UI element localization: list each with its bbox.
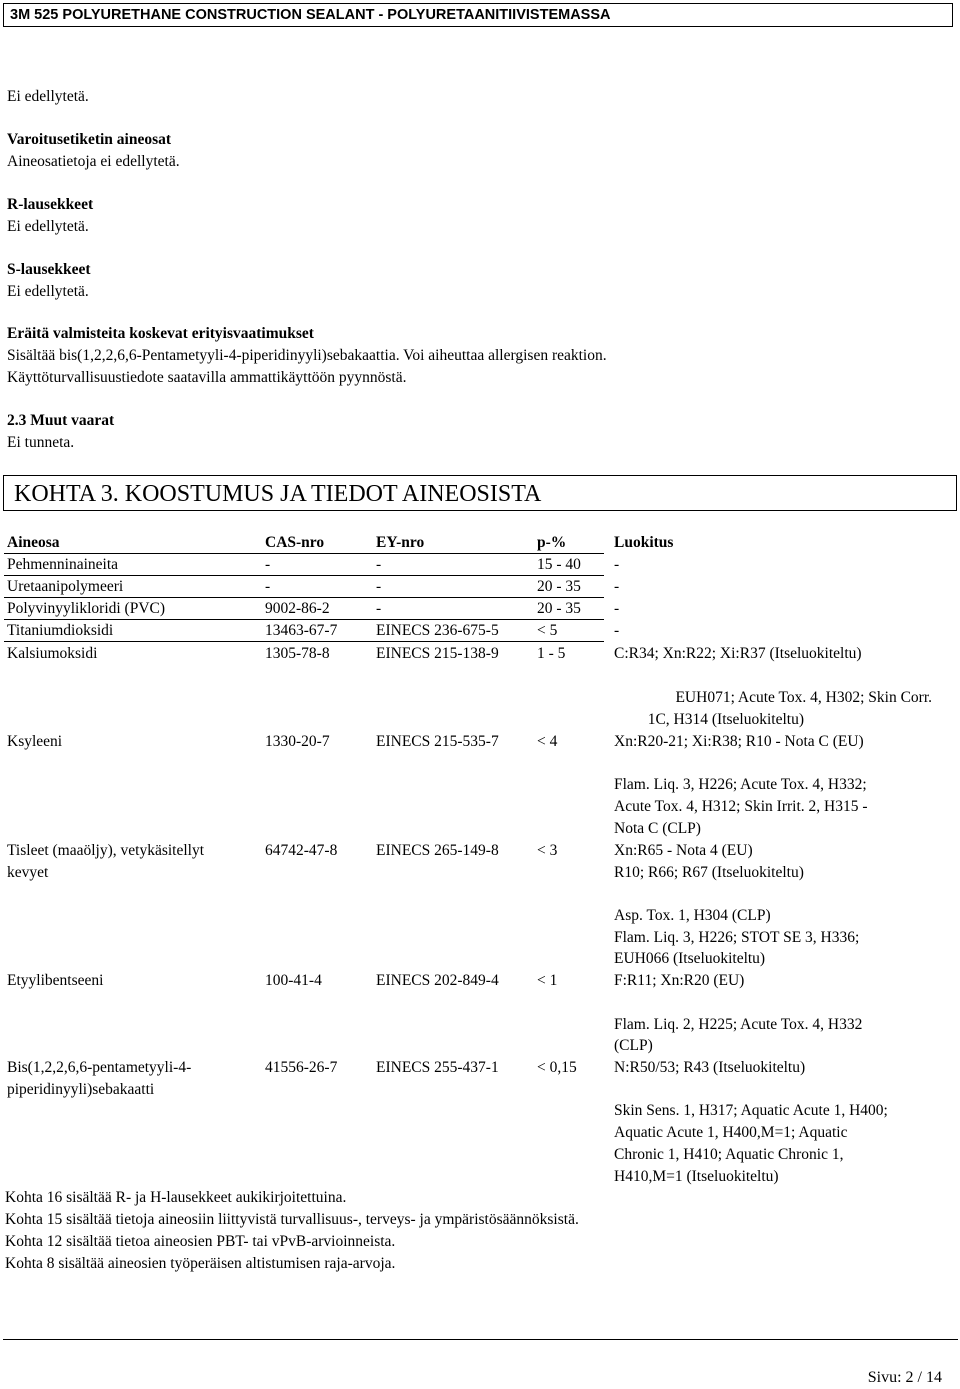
classification-clp: EUH066 (Itseluokiteltu) — [614, 950, 766, 967]
note-line: Kohta 12 sisältää tietoa aineosien PBT- tai vPvB-arvioinneista. — [5, 1233, 396, 1250]
special-requirements-line-2: Käyttöturvallisuustiedote saatavilla ammattikäyttöön pyynnöstä. — [7, 369, 407, 386]
ingredient-name: Polyvinyylikloridi (PVC) — [7, 600, 166, 617]
cas-number: 64742-47-8 — [265, 842, 338, 859]
ingredient-name: Ksyleeni — [7, 733, 63, 750]
classification-clp: Asp. Tox. 1, H304 (CLP) — [614, 907, 771, 924]
table-divider — [4, 641, 604, 642]
ingredient-name-line-2: kevyet — [7, 864, 49, 881]
note-line: Kohta 8 sisältää aineosien työperäisen altistumisen raja-arvoja. — [5, 1255, 396, 1272]
ec-number: EINECS 215-138-9 — [376, 645, 499, 662]
cas-number: - — [265, 578, 271, 595]
classification: - — [614, 600, 620, 617]
footer-divider — [3, 1339, 958, 1340]
percent-range: < 3 — [537, 842, 558, 859]
classification: F:R11; Xn:R20 (EU) — [614, 972, 745, 989]
classification: - — [614, 556, 620, 573]
classification: - — [614, 622, 620, 639]
cas-number: 100-41-4 — [265, 972, 322, 989]
classification-clp: Flam. Liq. 2, H225; Acute Tox. 4, H332 — [614, 1016, 863, 1033]
header-cas: CAS-nro — [265, 534, 325, 551]
percent-range: < 5 — [537, 622, 558, 639]
percent-range: < 1 — [537, 972, 558, 989]
ingredient-name: Bis(1,2,2,6,6-pentametyyli-4- — [7, 1059, 192, 1076]
document-title: 3M 525 POLYURETHANE CONSTRUCTION SEALANT - POLYURETAANITIIVISTEMASSA — [10, 7, 611, 23]
ingredient-name: Pehmenninaineita — [7, 556, 119, 573]
percent-range: < 0,15 — [537, 1059, 577, 1076]
cas-number: - — [265, 556, 271, 573]
classification: Xn:R65 - Nota 4 (EU) — [614, 842, 753, 859]
cas-number: 1305-78-8 — [265, 645, 330, 662]
classification-clp: 1C, H314 (Itseluokiteltu) — [647, 711, 804, 728]
classification-clp: Flam. Liq. 3, H226; Acute Tox. 4, H332; — [614, 776, 867, 793]
classification-clp: Skin Sens. 1, H317; Aquatic Acute 1, H400; — [614, 1102, 888, 1119]
percent-range: 20 - 35 — [537, 600, 581, 617]
classification-clp: EUH071; Acute Tox. 4, H302; Skin Corr. — [675, 689, 932, 706]
classification: C:R34; Xn:R22; Xi:R37 (Itseluokiteltu) — [614, 645, 862, 662]
ec-number: EINECS 215-535-7 — [376, 733, 499, 750]
intro-text: Ei edellytetä. — [7, 88, 89, 105]
percent-range: 1 - 5 — [537, 645, 566, 662]
classification-line-2: R10; R66; R67 (Itseluokiteltu) — [614, 864, 804, 881]
special-requirements-line-1: Sisältää bis(1,2,2,6,6-Pentametyyli-4-piperidinyyli)sebakaattia. Voi aiheuttaa allergisen reaktion. — [7, 347, 607, 364]
classification-clp: Nota C (CLP) — [614, 820, 701, 837]
label-components: Varoitusetiketin aineosat — [7, 131, 172, 148]
note-line: Kohta 16 sisältää R- ja H-lausekkeet aukikirjoitettuina. — [5, 1189, 347, 1206]
label-s-phrases: S-lausekkeet — [7, 261, 91, 278]
ec-number: - — [376, 556, 382, 573]
classification-clp: Aquatic Acute 1, H400,M=1; Aquatic — [614, 1124, 848, 1141]
components-text: Aineosatietoja ei edellytetä. — [7, 153, 180, 170]
label-r-phrases: R-lausekkeet — [7, 196, 94, 213]
percent-range: < 4 — [537, 733, 558, 750]
percent-range: 15 - 40 — [537, 556, 581, 573]
ec-number: EINECS 202-849-4 — [376, 972, 499, 989]
header-ingredient: Aineosa — [7, 534, 60, 551]
classification: - — [614, 578, 620, 595]
section-title: KOHTA 3. KOOSTUMUS JA TIEDOT AINEOSISTA — [14, 481, 542, 507]
classification: Xn:R20-21; Xi:R38; R10 - Nota C (EU) — [614, 733, 864, 750]
other-hazards-text: Ei tunneta. — [7, 434, 75, 451]
ec-number: - — [376, 600, 382, 617]
ingredient-name: Tisleet (maaöljy), vetykäsitellyt — [7, 842, 205, 859]
ec-number: EINECS 265-149-8 — [376, 842, 499, 859]
document-header — [3, 3, 953, 27]
s-phrases-text: Ei edellytetä. — [7, 283, 89, 300]
section-header — [3, 475, 957, 511]
classification-clp: Acute Tox. 4, H312; Skin Irrit. 2, H315 - — [614, 798, 868, 815]
label-special-requirements: Eräitä valmisteita koskevat erityisvaatimukset — [7, 325, 314, 342]
ec-number: - — [376, 578, 382, 595]
ingredient-name: Titaniumdioksidi — [7, 622, 114, 639]
ingredient-name-line-2: piperidinyyli)sebakaatti — [7, 1081, 155, 1098]
ec-number: EINECS 255-437-1 — [376, 1059, 499, 1076]
ec-number: EINECS 236-675-5 — [376, 622, 499, 639]
r-phrases-text: Ei edellytetä. — [7, 218, 89, 235]
cas-number: 1330-20-7 — [265, 733, 330, 750]
percent-range: 20 - 35 — [537, 578, 581, 595]
cas-number: 9002-86-2 — [265, 600, 330, 617]
cas-number: 13463-67-7 — [265, 622, 338, 639]
ingredient-name: Uretaanipolymeeri — [7, 578, 124, 595]
ingredient-name: Etyylibentseeni — [7, 972, 104, 989]
classification-clp: Flam. Liq. 3, H226; STOT SE 3, H336; — [614, 929, 860, 946]
classification-clp: H410,M=1 (Itseluokiteltu) — [614, 1168, 779, 1185]
ingredient-name: Kalsiumoksidi — [7, 645, 98, 662]
header-ec: EY-nro — [376, 534, 425, 551]
cas-number: 41556-26-7 — [265, 1059, 338, 1076]
note-line: Kohta 15 sisältää tietoja aineosiin liittyvistä turvallisuus-, terveys- ja ympäristösäännöksistä. — [5, 1211, 579, 1228]
page-number: Sivu: 2 / 14 — [867, 1369, 942, 1386]
classification-clp: (CLP) — [614, 1037, 653, 1054]
header-percent: p-% — [537, 534, 567, 551]
classification: N:R50/53; R43 (Itseluokiteltu) — [614, 1059, 806, 1076]
header-classification: Luokitus — [614, 534, 674, 551]
label-other-hazards: 2.3 Muut vaarat — [7, 412, 115, 429]
classification-clp: Chronic 1, H410; Aquatic Chronic 1, — [614, 1146, 844, 1163]
